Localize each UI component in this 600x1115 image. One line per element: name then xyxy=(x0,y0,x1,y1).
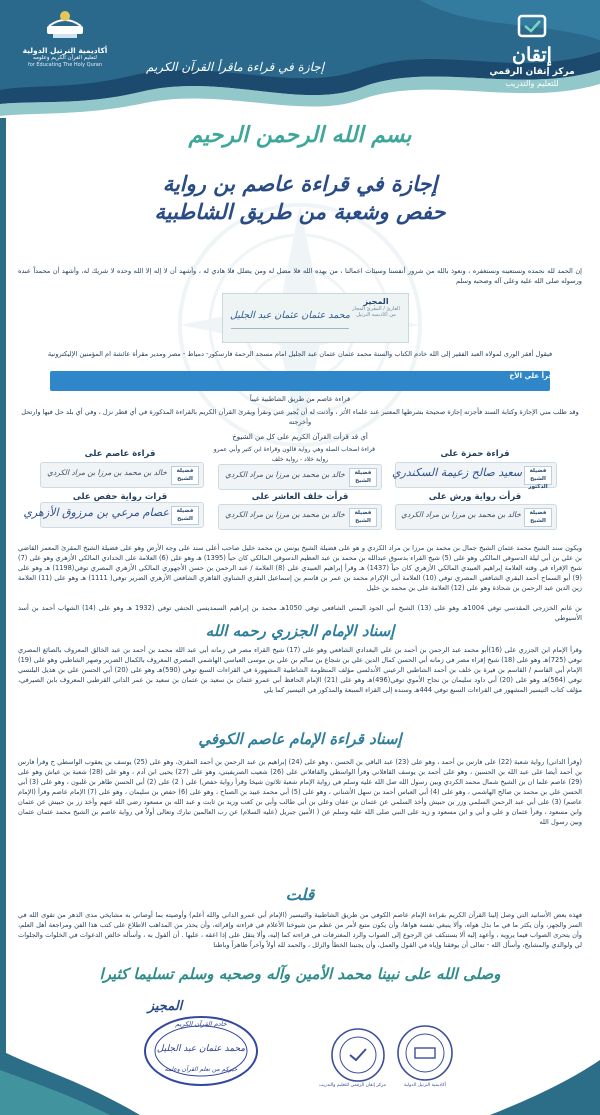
reading-box-6-label: فضيلة الشيخ xyxy=(171,506,199,525)
reading-title-4: قرأت رواية ورش على xyxy=(428,492,522,502)
reading-box-2 xyxy=(218,464,382,490)
reading-title-3: قراءة عاصم على xyxy=(84,449,156,459)
footer-wave-left xyxy=(0,1040,140,1115)
main-title xyxy=(110,170,490,226)
academy-line2: لتعليم القرآن الكريم وعلومه xyxy=(33,55,97,61)
reading-box-6-name: عصام مرعي بن مرزوق الأزهري xyxy=(23,506,169,519)
mujiz-sublabel: القارئ / المقرئ المجاز من أكاديمية الترتيل xyxy=(352,306,400,318)
reading-box-4-label: فضيلة الشيخ xyxy=(524,508,552,527)
reading-line: قراءة عاصم من طريق الشاطبية غيباً xyxy=(249,395,351,403)
reading-title-6: قرات رواية حفص على xyxy=(72,492,168,502)
footer-wave-right xyxy=(490,1060,600,1115)
round-stamp-itqan-icon xyxy=(330,1027,386,1083)
reading-box-1-name: سعيد صالح زعيمة السكندري xyxy=(391,466,522,479)
isnad-jazari-title: إسناد الإمام الجزري رحمه الله xyxy=(205,622,395,640)
reading-box-6 xyxy=(23,502,204,528)
reading-note: قراءة اصحاب الصلة وهي رواية قالون وقراءة ابن كثير وأبي عمرو xyxy=(213,446,375,453)
signature-name: محمد عثمان عبد الجليل xyxy=(156,1044,246,1054)
isnad-asim-title: إسناد قراءة الإمام عاصم الكوفي xyxy=(198,730,402,748)
qultu-heading: قلت xyxy=(285,885,315,904)
mujiz-box xyxy=(222,293,409,343)
left-edge-strip xyxy=(0,118,6,1058)
itqan-center-sub: للتعليم والتدريب xyxy=(505,79,559,88)
isnad-asim-text: (وقرأ الداني) رواية شعبة (22) على فارس بن أحمد ، وهو على (23) عبد الباقي بن الحسن ، وهو على (24) إبراهيم بن عبد الرحمن بن أحمد المقرئ، وهو على (25) يوسف بن يعقوب الواسطي ح وقرأ فارس بن أحمد أيضا على عبد الله بن الحسين ، وهو على أحمد بن يوسف القافلاني وقرأ الواسطي والقافلاني على (26) شعيب الصريفيني، وهو على (27) يحيى ابن آدم ، وهو على (28) شعبة بن عياش وهو على (29) عاصم علما ان بن الشيخ شمال محمد الكردي وبين رسول الله صل الله عليه وسلم في رواية الإمام شعبة ثلاثون شيخا وقرأ رواية حفص) على ( 2) على (2) أبي الحسن طاهر بن غلبون ، وهو على (3) أبي الحسن علي بن محمد بن صالح الهاشمي ، وهو على (4) أبي العباس أحمد بن سهل الأشناني ، وهو على (5) أبي محمد عبيد بن الصباح ، وهو على (6) حفص بن سليمان ، وهو على (7) الإمام عاصم وقرأ (الإمام عاصم) (3) على أبي عبد الرحمن السلمي وزر بن حبيش وأخذ السلمي عن عثمان بن عفان وعلي بن أبي طالب وأبي بن كعب وزيد بن ثابت و عبد الله بن مسعود رضي الله عنهم وأخذ زر بن حبيش عن عثمان وابن مسعود ، وقرأ عثمان و علي و أبي و ابن مسعود و زيد على النبي صلى الله عليه وسلم عن ( الأمين جبريل (عليه السلام) عن رب العالمين تبارك وتعالى أولاً في رواية عاصم بن الشيخ محمد عثمان عثمان وبين رسول الله xyxy=(18,758,583,826)
seal-bottom-text: خيركم من تعلم القرآن وعلمه xyxy=(164,1066,238,1073)
mujiz-name: محمد عثمان عثمان عبد الجليل xyxy=(230,310,350,321)
reading-box-3-name: خالد بن محمد بن مرزا بن مراد الكردي xyxy=(47,468,167,477)
academy-english: for Educating The Holy Quran xyxy=(27,62,103,68)
reading-box-2-name: خالد بن محمد بن مرزا بن مراد الكردي xyxy=(225,470,345,479)
book-emblem-icon xyxy=(43,6,87,40)
reading-title-5: قرأت خلف العاشر على xyxy=(251,492,349,502)
itqan-logo xyxy=(472,10,592,89)
reading-box-1-label: فضيلة الشيخ الدكتور xyxy=(524,466,552,485)
mujiz-underline xyxy=(231,328,349,329)
main-title-line2: حفص وشعبة من طريق الشاطبية xyxy=(154,199,446,224)
certificate-header-title: إجازة في قراءة ماقرأ القرآن الكريم xyxy=(145,60,325,74)
academy-name: أكاديمية الترتيل الدولية xyxy=(22,46,108,55)
round-stamp-academy-icon xyxy=(396,1024,454,1082)
itqan-mark-icon xyxy=(515,10,549,40)
student-label: قد قرأ علي الأخ xyxy=(509,372,564,380)
salawat-line: وصلى الله على نبينا محمد الأمين وآله وصحبه وسلم تسليما كثيرا xyxy=(99,965,501,983)
reading-box-5-label: فضيلة الشيخ xyxy=(349,508,377,527)
mujiz-bio: فيقول أفقر الورى لمولاه العبد الفقير إلى الله خادم الكتاب والسنة محمد عثمان عثمان عبد الجليل امام مسجد الرحمة فارسكور- دمياط - مصر ومدير مقرأة عائشة ام المؤمنين الإليكترونية xyxy=(47,350,553,358)
student-name-field xyxy=(50,371,550,391)
reading-box-3-label: فضيلة الشيخ xyxy=(171,466,199,485)
itqan-brand: إتقان xyxy=(512,44,552,66)
main-title-line1: إجازة في قراءة عاصم بن رواية xyxy=(162,171,438,196)
seal-top-text: خادم القرآن الكريم xyxy=(175,1020,227,1028)
reading-box-2-label: فضيلة الشيخ xyxy=(349,468,377,487)
request-paragraph: وقد طلب مني الإجازة وكتابة السند فأجزته إجازة صحيحة بشرطها المعتبر عند علماء الأثر ، وأذنت له أن يُجيز عني ونقرأ ويقرئ القرآن الكريم بالقراءة المذكورة في أي قطر نزل ، وفي أي بلد حل فيها وارتحل وأخرجته xyxy=(21,408,579,426)
reading-box-3 xyxy=(40,462,204,488)
reading-box-4 xyxy=(395,504,557,530)
itqan-center-name: مركز إتقان الرقمي xyxy=(489,67,575,77)
basmala: بسم الله الرحمن الرحيم xyxy=(188,122,412,148)
academy-logo xyxy=(6,6,124,78)
sanad-paragraph-2: بن غانم الخزرجي المقدسي توفي 1004هـ وهو على (13) الشيخ أبي الجود اليمني الشافعي توفي 1050هـ محمد بن إبراهيم السمديسي الحنفي توفي (1932 هـ وهو على (14) الشهاب أحمد بن أسد الأسيوطي xyxy=(18,604,582,622)
intro-paragraph: إن الحمد لله نحمده ونستعينه ونستغفره ، ونعوذ بالله من شرور أنفسنا وسيئات اعمالنا ، من يهده الله فلا مضل له ومن يضلل فلا هادي له ، وأشهد أن لا إله إلا الله وحده لا شريك له، وأشهد أن محمداً عبده ورسوله صلى الله عليه وعلى آله وصحبه وسلم xyxy=(18,267,582,285)
closing-paragraph: فهذه بعض الأسانيد التي وصل إلينا القرآن الكريم بقراءة الإمام عاصم الكوفي من طريق الشاطبية والتيسير (الإمام أبي عمرو الداني والله أعلم) وأوصيته بما أوصاني به مشايخي مدى الدهر من تقوى الله في السر والجهر، وأن يكثر ما في ما بذل هواه، وألا ينبغي نفسه هواها، وأن يكون متبع لأمر من عظم من شيوخنا الأعلام في قراءته وإقرائه، وأن يحذر من المذاهب الاطلاع على كتب هذا الفن ومراجعة أهل العلم، وأن يتحرى الصواب فيما يرويه ، وأعهد إليه ألا يستنكف عن الرجوع إلى الصواب والرد المغترفات في قراءته كما إليه، وألا يتقل على إذا اعقه ، عليها . أن ألقول به ، وأسأله خالص الدعوات في الخلوات والجلوات لي ولوالدي والمشايخ، وأسأل الله - تعالى أن يوفقنا وإياه في القول والعمل، وأن يجنبنا الخطأ والزلل ، والحمد لله أولاً وآخراً ظاهراً وباطنا xyxy=(18,911,582,949)
reading-title-1: قراءة حمزة على xyxy=(440,449,510,459)
reading-box-5-name: خالد بن محمد بن مرزا بن مراد الكردي xyxy=(225,510,345,519)
reading-box-5 xyxy=(218,504,382,530)
signature-label: المجيز xyxy=(147,999,183,1014)
reading-box-1 xyxy=(391,462,557,490)
round-stamp-itqan-text: مركز إتقان الرقمي للتعليم والتدريب xyxy=(319,1083,386,1088)
reading-title-2: رواية خلاد - رواية خلف xyxy=(271,456,329,463)
chain-intro: أي قد قرأت القرآن الكريم على كل من الشيوخ xyxy=(232,433,368,441)
sanad-paragraph: ويكون سند الشيخ محمد عثمان الشيخ جمال بن محمد بن مرزا بن مراد الكردي و هو على فضيلة الشيخ يونس بن محمد خليل صاحب أعلى سند على وجه الأرض وهو على فضيلة الشيخ المقرئ المعمر القاضي بن علي بن أبي ليلة الدسوقي المالكي وهو على (5) شيخ القراء بدسوق عبدالله بن محمد بن عبد العظيم الدسوقي المالكي كان حياً (1395) هـ وهو على (6) العلامة على الحدادي المالكي الأزهري وهو على (7) شيخ الإقراء في وقته العلامة إبراهيم العبيدي المالكي الأزهري كان حياً (1437) هـ وقرأ إبراهيم العبيدي على (8) العلامة / عبد الرحمن بن حسن الأجهوري المالكي الأزهري المصري توفي(1198) هـ وهو على (9) أبو السماح أحمد البقري الشافعي المصري توفي (10) العلامة أبي الإكرام محمد بن عمر بن قاسم بن إسماعيل البقري الشناوي القاهري الشافعي الأزهري الضرير توفي( 1111) هـ وهو على (11) العلامة زين الدين عبد الرحمن بن شحاذة وهو على (12) العلامة على بن محمد بن خليل xyxy=(18,544,583,592)
isnad-jazari-text: وقرأ الإمام ابن الجزري على (16)أبو محمد عبد الرحمن بن أحمد بن علي البغدادي الشافعي وهو على (17) شيخ القراء مصر في زمانه أبي عبد الله محمد بن أحمد بن عبد الخالق المعروف بالصائغ المصري توفي (725)هـ وهو على (18) شيخ إقراء مصر في زمانه أبي الحسن كمال الدين علي بن شجاع بن سالم بن علي بن موسى العباسي الهاشمي المصري المعروف بالكمال الضرير وصهر الشاطبي وهو على (19) الإمام أبي القاسم / القاسم بن فيرة بن خلف بن أحمد الشاطبي الرعيني الأندلسي مؤلف المنظومة الشاطبية المشهورة في القراءات السبع توفي (590)هـ وهو على (20) أبي الحسن علي بن هذيل البلنسي توفي (564)هـ وهو على (20) أبي داود سليمان بن نجاح الأموي توفي(496)هـ وهو على (21) الإمام الحافظ أبي عمرو عثمان بن سعيد بن عثمان بن سعيد بن عمر الداني القرطبي المعروف بابن الصيرفي، مؤلف كتاب التيسير المشهور في القراءات السبع توفي 444هـ وسنده إلى القراء السبعة والمذكور في التيسير كما يلي xyxy=(18,646,582,694)
reading-box-4-name: خالد بن محمد بن مرزا بن مراد الكردي xyxy=(401,510,521,519)
mujiz-label: المجيز القارئ / المقرئ المجاز من أكاديمية الترتيل xyxy=(350,297,402,318)
round-stamp-academy-text: أكاديمية الترتيل الدولية xyxy=(403,1083,447,1088)
header-band xyxy=(0,0,600,118)
